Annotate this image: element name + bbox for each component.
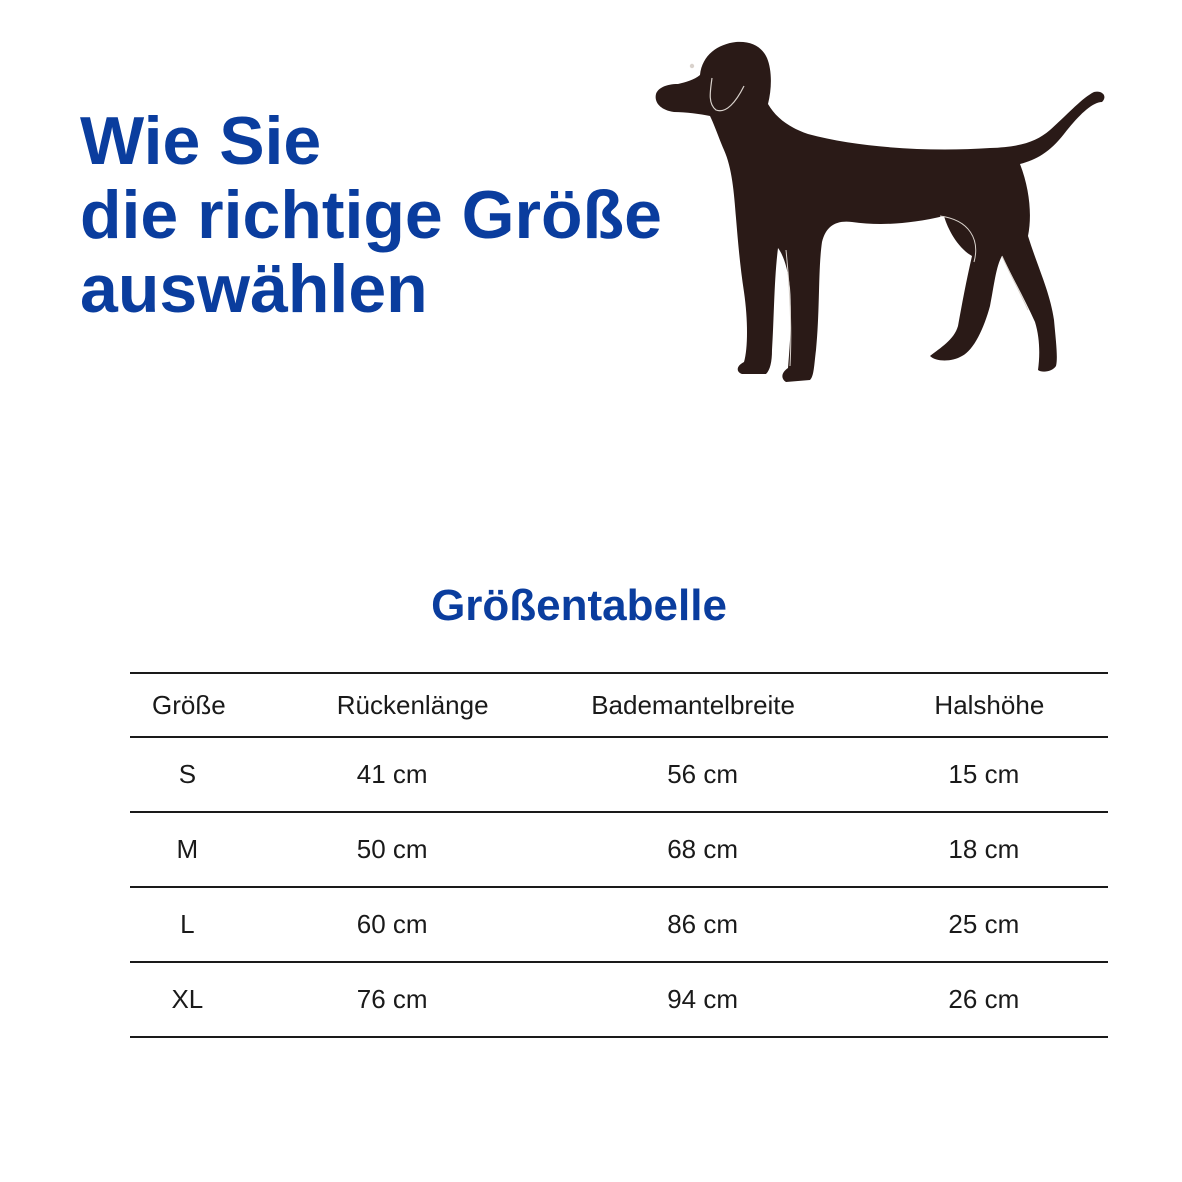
table-row bbox=[130, 962, 1108, 1037]
cell-back-length: 41 cm bbox=[356, 759, 428, 789]
size-table bbox=[130, 672, 1108, 1038]
column-header-neck-height: Halshöhe bbox=[934, 689, 1045, 720]
cell-robe-width: 94 cm bbox=[667, 984, 738, 1014]
table-row bbox=[130, 887, 1108, 962]
column-header-back-length: Rückenlänge bbox=[336, 689, 489, 720]
size-table-title: Größentabelle bbox=[431, 581, 727, 630]
headline-line-3: auswählen bbox=[80, 251, 428, 327]
cell-robe-width: 86 cm bbox=[667, 909, 738, 939]
column-header-size: Größe bbox=[152, 689, 226, 720]
cell-back-length: 60 cm bbox=[356, 909, 428, 939]
table-header-row bbox=[130, 673, 1108, 737]
cell-back-length: 50 cm bbox=[356, 834, 428, 864]
cell-neck-height: 25 cm bbox=[948, 909, 1020, 939]
cell-size: M bbox=[176, 834, 199, 864]
column-header-robe-width: Bademantelbreite bbox=[591, 689, 795, 720]
headline bbox=[80, 104, 662, 326]
table-row bbox=[130, 737, 1108, 812]
cell-neck-height: 26 cm bbox=[948, 984, 1020, 1014]
cell-back-length: 76 cm bbox=[356, 984, 428, 1014]
headline-line-1: Wie Sie bbox=[80, 103, 322, 179]
cell-neck-height: 15 cm bbox=[948, 759, 1020, 789]
cell-neck-height: 18 cm bbox=[948, 834, 1020, 864]
cell-size: XL bbox=[171, 984, 204, 1014]
cell-robe-width: 56 cm bbox=[667, 759, 738, 789]
cell-size: S bbox=[178, 759, 197, 789]
table-row bbox=[130, 812, 1108, 887]
headline-line-2: die richtige Größe bbox=[80, 177, 662, 253]
cell-robe-width: 68 cm bbox=[667, 834, 738, 864]
dog-silhouette-icon bbox=[640, 30, 1120, 390]
cell-size: L bbox=[180, 909, 195, 939]
